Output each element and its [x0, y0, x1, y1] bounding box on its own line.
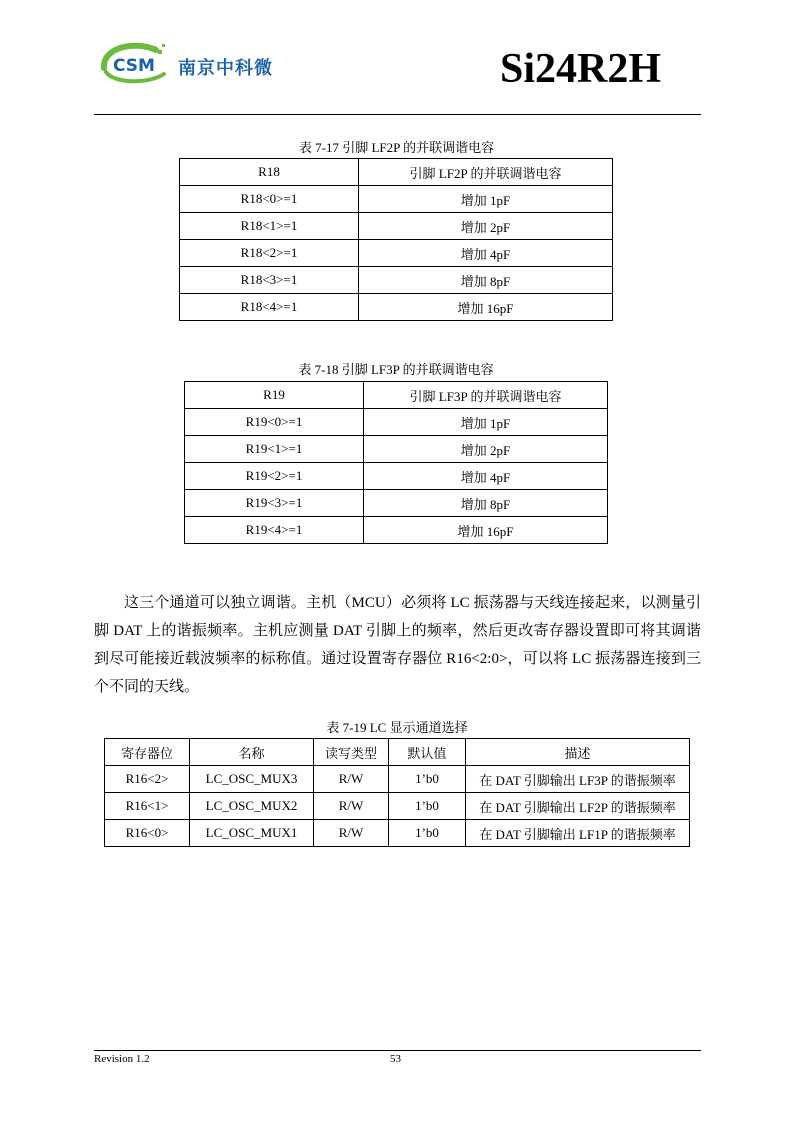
table-row	[185, 517, 608, 544]
table-cell: R18<3>=1	[180, 267, 359, 294]
revision-label: Revision 1.2	[94, 1053, 150, 1065]
table-7-18	[184, 381, 608, 544]
table-cell: 1’b0	[389, 766, 466, 793]
header-divider	[94, 114, 701, 115]
table-cell: R16<1>	[105, 793, 190, 820]
table-7-17	[179, 158, 613, 321]
table-header-cell: 引脚 LF2P 的并联调谐电容	[359, 159, 613, 186]
table-cell: 增加 2pF	[359, 213, 613, 240]
table-cell: R18<0>=1	[180, 186, 359, 213]
table-cell: 增加 8pF	[359, 267, 613, 294]
table-header-cell: 默认值	[389, 739, 466, 766]
table-cell: R16<2>	[105, 766, 190, 793]
table-cell: LC_OSC_MUX1	[190, 820, 314, 847]
table-cell: R/W	[314, 766, 389, 793]
table-cell: R19<4>=1	[185, 517, 364, 544]
table-7-19	[104, 738, 690, 847]
table-cell: R19<0>=1	[185, 409, 364, 436]
table-cell: 增加 1pF	[359, 186, 613, 213]
table-cell: R19<3>=1	[185, 490, 364, 517]
table-row	[185, 490, 608, 517]
table-cell: R/W	[314, 793, 389, 820]
table-header-cell: R18	[180, 159, 359, 186]
company-name: 南京中科微	[178, 58, 273, 79]
table-cell: 在 DAT 引脚输出 LF2P 的谐振频率	[466, 793, 690, 820]
table-header-row	[185, 382, 608, 409]
table-cell: R19<1>=1	[185, 436, 364, 463]
table-cell: LC_OSC_MUX3	[190, 766, 314, 793]
table-cell: R18<4>=1	[180, 294, 359, 321]
table-cell: 在 DAT 引脚输出 LF1P 的谐振频率	[466, 820, 690, 847]
table-cell: 增加 16pF	[359, 294, 613, 321]
table-cell: R18<1>=1	[180, 213, 359, 240]
footer-divider	[94, 1050, 701, 1051]
table-row	[185, 436, 608, 463]
table-row	[180, 267, 613, 294]
table-cell: 增加 4pF	[359, 240, 613, 267]
csm-logo-icon	[94, 38, 178, 88]
table-cell: R16<0>	[105, 820, 190, 847]
table-header-row	[180, 159, 613, 186]
table-cell: 增加 4pF	[364, 463, 608, 490]
table-row	[180, 294, 613, 321]
body-paragraph: 这三个通道可以独立调谐。主机（MCU）必须将 LC 振荡器与天线连接起来，以测量引脚 DAT 上的谐振频率。主机应测量 DAT 引脚上的频率，然后更改寄存器设置即可将其调谐到尽可能接近载波频率的标称值。通过设置寄存器位 R16<2:0>，可以将 LC 振荡器连接到三个不同的天线。	[94, 595, 701, 695]
table-7-19-caption: 表 7-19 LC 显示通道选择	[326, 720, 468, 735]
table-row	[185, 409, 608, 436]
page-number: 53	[390, 1053, 401, 1065]
table-row	[105, 793, 690, 820]
logo-text: CSM	[113, 56, 155, 76]
table-row	[185, 463, 608, 490]
table-header-row	[105, 739, 690, 766]
table-row	[180, 186, 613, 213]
table-header-cell: 描述	[466, 739, 690, 766]
table-cell: 在 DAT 引脚输出 LF3P 的谐振频率	[466, 766, 690, 793]
table-cell: R19<2>=1	[185, 463, 364, 490]
table-header-cell: R19	[185, 382, 364, 409]
company-logo	[94, 38, 304, 88]
table-cell: LC_OSC_MUX2	[190, 793, 314, 820]
table-header-cell: 引脚 LF3P 的并联调谐电容	[364, 382, 608, 409]
table-row	[105, 766, 690, 793]
table-header-cell: 名称	[190, 739, 314, 766]
table-cell: R/W	[314, 820, 389, 847]
table-cell: R18<2>=1	[180, 240, 359, 267]
page-header	[94, 30, 701, 114]
table-row	[180, 213, 613, 240]
table-cell: 增加 16pF	[364, 517, 608, 544]
table-cell: 增加 8pF	[364, 490, 608, 517]
table-row	[105, 820, 690, 847]
table-row	[180, 240, 613, 267]
table-cell: 增加 2pF	[364, 436, 608, 463]
table-7-18-caption: 表 7-18 引脚 LF3P 的并联调谐电容	[298, 362, 494, 377]
table-cell: 1’b0	[389, 820, 466, 847]
table-7-17-caption: 表 7-17 引脚 LF2P 的并联调谐电容	[298, 140, 495, 155]
table-cell: 增加 1pF	[364, 409, 608, 436]
product-name: Si24R2H	[499, 46, 661, 92]
table-header-cell: 读写类型	[314, 739, 389, 766]
table-header-cell: 寄存器位	[105, 739, 190, 766]
table-cell: 1’b0	[389, 793, 466, 820]
